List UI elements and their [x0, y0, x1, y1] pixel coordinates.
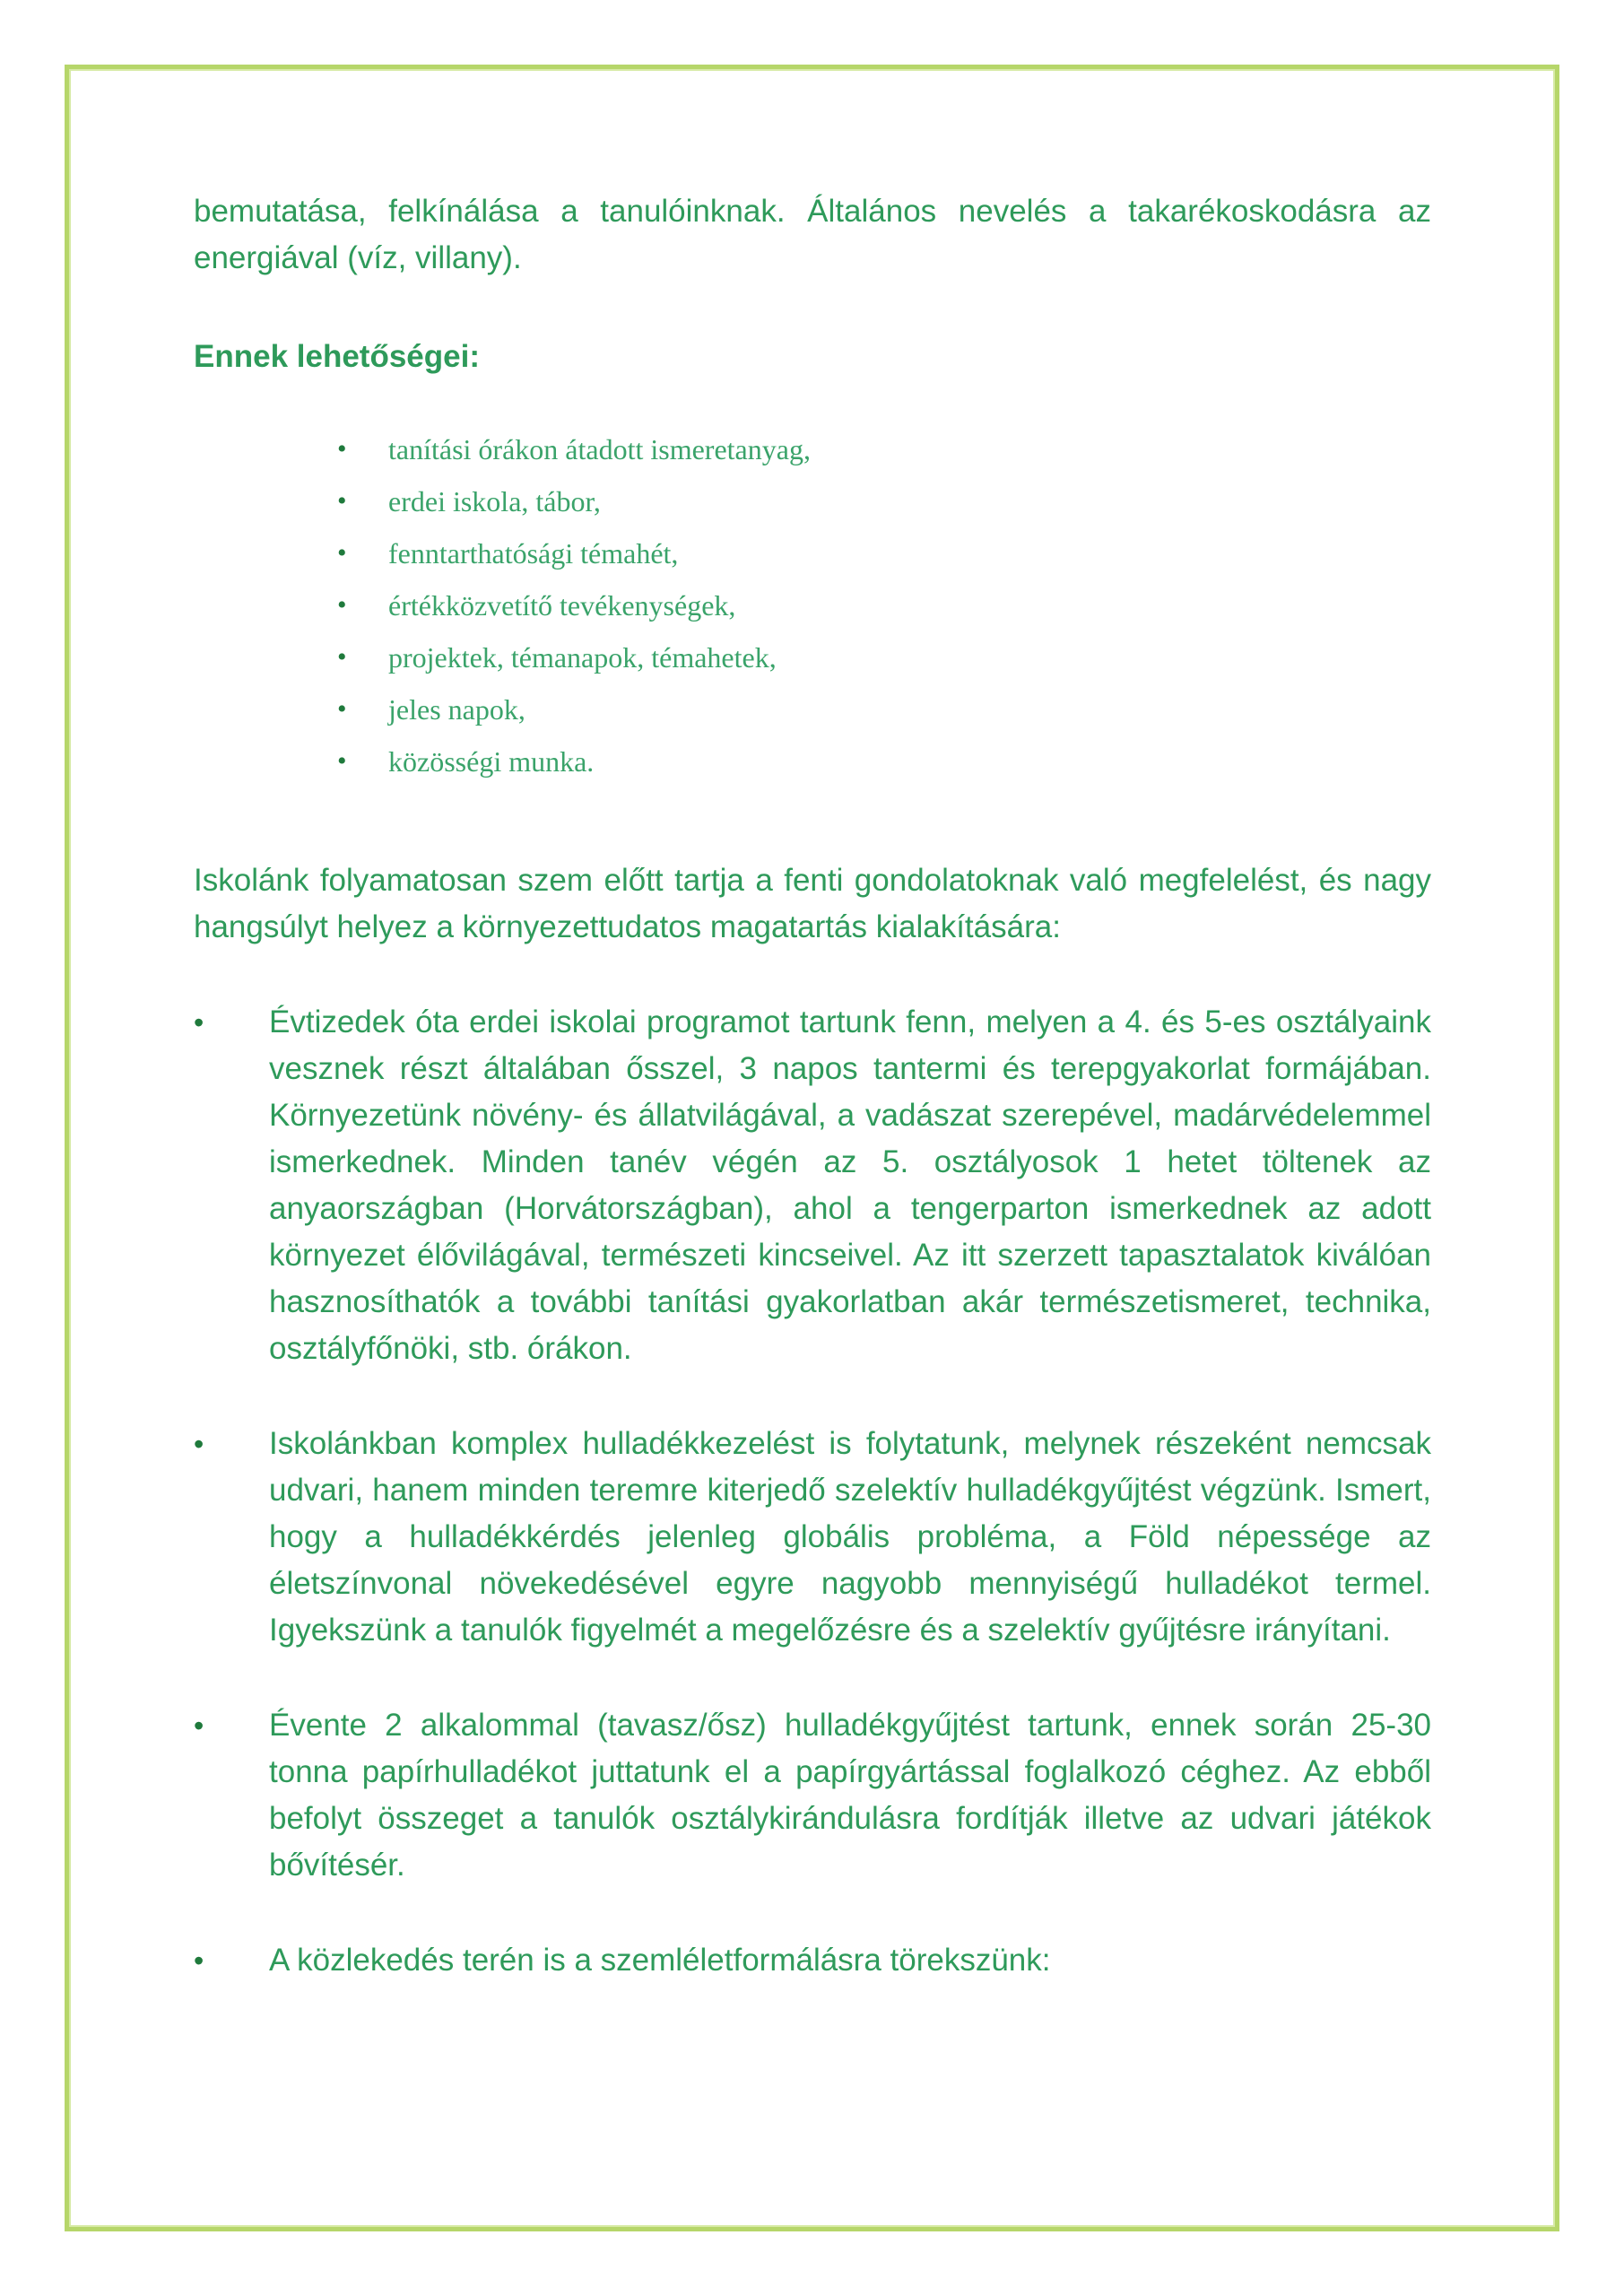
- intro-paragraph: bemutatása, felkínálása a tanulóinknak. Általános nevelés a takarékoskodásra az energiával (víz, villany).: [194, 194, 1431, 275]
- opportunities-list: [194, 423, 1431, 787]
- list-item: • közösségi munka.: [337, 735, 1431, 787]
- activities-list: [194, 999, 1431, 1984]
- list-item: • erdei iskola, tábor,: [337, 475, 1431, 527]
- list-item: • értékközvetítő tevékenységek,: [337, 579, 1431, 631]
- list-item: • projektek, témanapok, témahetek,: [337, 631, 1431, 683]
- section-heading: Ennek lehetőségei:: [194, 339, 480, 374]
- activity-item-forest-school: • Évtizedek óta erdei iskolai programot tartunk fenn, melyen a 4. és 5-es osztályaink vesznek részt általában ősszel, 3 napos tantermi és terepgyakorlat formájában. Környezetünk növény- és állatvilágával, a vadászat szerepével, madárvédelemmel ismerkednek. Minden tanév végén az 5. osztályosok 1 hetet töltenek az anyaországban (Horvátországban), ahol a tengerparton ismerkednek az adott környezet élővilágával, természeti kincseivel. Az itt szerzett tapasztalatok kiválóan hasznosíthatók a további tanítási gyakorlatban akár természetismeret, technika, osztályfőnöki, stb. órákon.: [194, 999, 1431, 1372]
- activity-item-paper-collection: • Évente 2 alkalommal (tavasz/ősz) hulladékgyűjtést tartunk, ennek során 25-30 tonna papírhulladékot juttatunk el a papírgyártással foglalkozó céghez. Az ebből befolyt összeget a tanulók osztálykirándulásra fordítják illetve az udvari játékok bővítésér.: [194, 1702, 1431, 1889]
- list-item: • tanítási órákon átadott ismeretanyag,: [337, 423, 1431, 475]
- body-paragraph: Iskolánk folyamatosan szem előtt tartja a fenti gondolatoknak való megfelelést, és nagy hangsúlyt helyez a környezettudatos magatartás kialakítására:: [194, 863, 1431, 944]
- activity-item-waste-management: • Iskolánkban komplex hulladékkezelést is folytatunk, melynek részeként nemcsak udvari, hanem minden teremre kiterjedő szelektív hulladékgyűjtést végzünk. Ismert, hogy a hulladékkérdés jelenleg globális probléma, a Föld népessége az életszínvonal növekedésével egyre nagyobb mennyiségű hulladékot termel. Igyekszünk a tanulók figyelmét a megelőzésre és a szelektív gyűjtésre irányítani.: [194, 1421, 1431, 1654]
- list-item: • fenntarthatósági témahét,: [337, 527, 1431, 579]
- document-body: [194, 188, 1431, 2032]
- activity-item-transport: • A közlekedés terén is a szemléletformálásra törekszünk:: [194, 1937, 1431, 1984]
- list-item: • jeles napok,: [337, 683, 1431, 735]
